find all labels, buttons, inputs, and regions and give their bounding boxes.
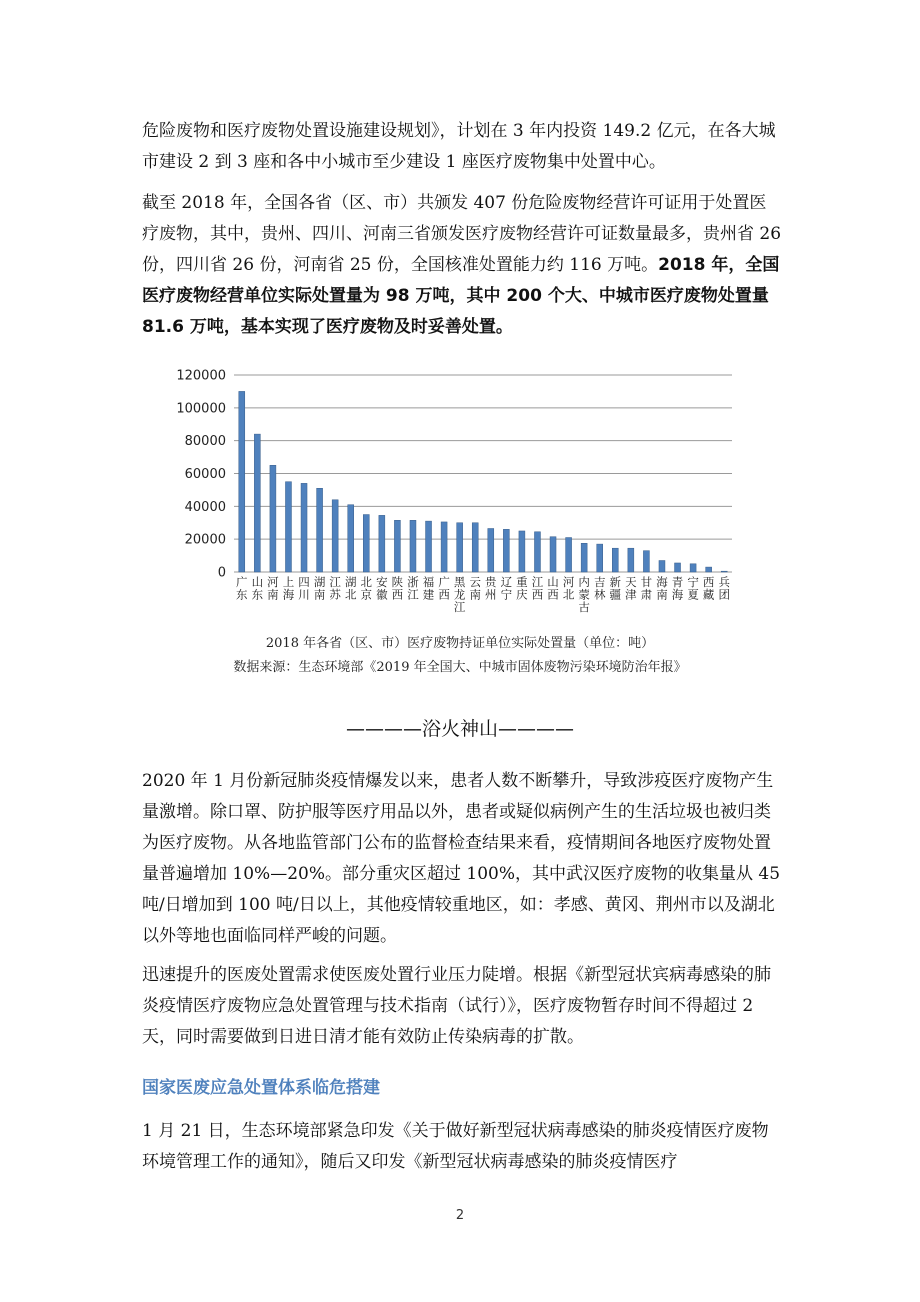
- y-tick-label: 80000: [184, 434, 226, 450]
- y-tick-label: 20000: [184, 532, 226, 548]
- bar: [332, 500, 338, 572]
- bar: [550, 537, 556, 572]
- x-tick-label: 青海: [671, 575, 684, 602]
- bar: [597, 544, 603, 572]
- bar: [410, 520, 416, 572]
- bar: [426, 521, 432, 572]
- bar: [643, 551, 649, 572]
- bar: [317, 488, 323, 572]
- y-tick-label: 0: [217, 565, 226, 581]
- page-number: 2: [455, 1208, 465, 1223]
- y-tick-label: 40000: [184, 499, 226, 515]
- x-tick-label: 天津: [625, 575, 637, 602]
- y-tick-label: 60000: [184, 467, 226, 482]
- chart-x-ticks: [236, 575, 730, 614]
- section-subheading: 国家医废应急处置体系临危搭建: [142, 1078, 380, 1098]
- x-tick-label: 江西: [531, 575, 544, 602]
- x-tick-label: 吉林: [593, 575, 606, 602]
- x-tick-label: 云南: [469, 575, 481, 602]
- bar: [534, 532, 540, 572]
- bar: [519, 531, 525, 572]
- bar: [721, 571, 727, 572]
- section-divider: ————浴火神山————: [345, 718, 574, 740]
- bar: [363, 515, 369, 572]
- bar: [472, 523, 478, 572]
- x-tick-label: 山西: [547, 575, 559, 602]
- x-tick-label: 湖北: [344, 575, 357, 602]
- bar: [675, 563, 681, 572]
- x-tick-label: 北京: [360, 575, 373, 602]
- x-tick-label: 辽宁: [500, 575, 513, 602]
- paragraph-plan: 危险废物和医疗废物处置设施建设规划》，计划在 3 年内投资 149.2 亿元，在各大城市建设 2 到 3 座和各中小城市至少建设 1 座医疗废物集中处置中心。: [142, 121, 776, 172]
- chart-bars: [239, 391, 727, 572]
- bar: [612, 548, 618, 572]
- x-tick-label: 安徽: [376, 575, 388, 602]
- bar: [254, 434, 260, 572]
- x-tick-label: 黑龙江: [453, 575, 466, 614]
- paragraph-licenses-text: 截至 2018 年，全国各省（区、市）共颁发 407 份危险废物经营许可证用于处置医疗废物，其中，贵州、四川、河南三省颁发医疗废物经营许可证数量最多，贵州省 26 份，四川省 26 份，河南省 25 份，全国核准处置能力约 116 万吨。: [142, 193, 782, 275]
- x-tick-label: 甘肃: [640, 575, 653, 602]
- x-tick-label: 兵团: [718, 575, 730, 602]
- x-tick-label: 河南: [267, 575, 279, 602]
- paragraph-epidemic: 2020 年 1 月份新冠肺炎疫情爆发以来，患者人数不断攀升，导致涉疫医疗废物产生量激增。除口罩、防护服等医疗用品以外，患者或疑似病例产生的生活垃圾也被归类为医疗废物。从各地监管部门公布的监督检查结果来看，疫情期间各地医疗废物处置量普遍增加 10%—20%。部分重灾区超过 100%，其中武汉医疗废物的收集量从 45 吨/日增加到 100 吨/日以上，其他疫情较重地区，如：孝感、黄冈、荆州市以及湖北以外等地也面临同样严峻的问题。: [142, 771, 781, 946]
- x-tick-label: 重庆: [516, 575, 528, 602]
- y-tick-label: 100000: [176, 401, 226, 417]
- chart-y-ticks: [176, 369, 226, 581]
- x-tick-label: 海南: [656, 575, 668, 602]
- x-tick-label: 新疆: [609, 575, 622, 602]
- x-tick-label: 上海: [282, 575, 295, 602]
- bar: [457, 523, 463, 572]
- y-tick-label: 120000: [176, 368, 226, 384]
- bar: [690, 564, 696, 572]
- paragraph-licenses-bold: 2018 年，全国医疗废物经营单位实际处置量为 98 万吨，其中 200 个大、中城市医疗废物处置量 81.6 万吨，基本实现了医疗废物及时妥善处置。: [142, 255, 780, 337]
- chart-caption: 2018 年各省（区、市）医疗废物持证单位实际处置量（单位：吨）: [265, 636, 655, 651]
- x-tick-label: 广西: [438, 575, 450, 602]
- x-tick-label: 四川: [298, 575, 310, 602]
- x-tick-label: 福建: [422, 575, 435, 602]
- disposal-bar-chart: [170, 360, 750, 622]
- x-tick-label: 山东: [251, 575, 264, 602]
- x-tick-label: 内蒙古: [578, 575, 590, 614]
- bar: [379, 515, 385, 572]
- bar: [581, 543, 587, 572]
- paragraph-notice: 1 月 21 日，生态环境部紧急印发《关于做好新型冠状病毒感染的肺炎疫情医疗废物环境管理工作的通知》，随后又印发《新型冠状病毒感染的肺炎疫情医疗: [142, 1121, 769, 1172]
- paragraph-pressure: 迅速提升的医废处置需求使医废处置行业压力陡增。根据《新型冠状宾病毒感染的肺炎疫情医疗废物应急处置管理与技术指南（试行）》，医疗废物暂存时间不得超过 2 天，同时需要做到日进日清才能有效防止传染病毒的扩散。: [142, 965, 771, 1047]
- bar: [628, 548, 634, 572]
- bar: [488, 528, 494, 572]
- x-tick-label: 陕西: [391, 575, 404, 602]
- x-tick-label: 河北: [562, 575, 575, 602]
- bar: [239, 391, 245, 572]
- bar: [503, 529, 509, 572]
- chart-source: 数据来源：生态环境部《2019 年全国大、中城市固体废物污染环境防治年报》: [233, 660, 687, 675]
- bar: [285, 482, 291, 572]
- x-tick-label: 贵州: [485, 575, 497, 602]
- x-tick-label: 广东: [236, 575, 248, 602]
- x-tick-label: 宁夏: [687, 575, 699, 602]
- bar: [441, 522, 447, 572]
- bar: [566, 538, 572, 572]
- x-tick-label: 江苏: [329, 575, 341, 602]
- bar: [394, 520, 400, 572]
- bar: [348, 505, 354, 572]
- bar: [659, 561, 665, 572]
- x-tick-label: 浙江: [407, 575, 419, 602]
- x-tick-label: 西藏: [702, 575, 715, 602]
- bar: [706, 567, 712, 572]
- bar: [270, 465, 276, 572]
- paragraph-licenses: [142, 188, 782, 343]
- bar: [301, 483, 307, 572]
- chart-gridlines: [234, 375, 732, 572]
- x-tick-label: 湖南: [313, 575, 326, 602]
